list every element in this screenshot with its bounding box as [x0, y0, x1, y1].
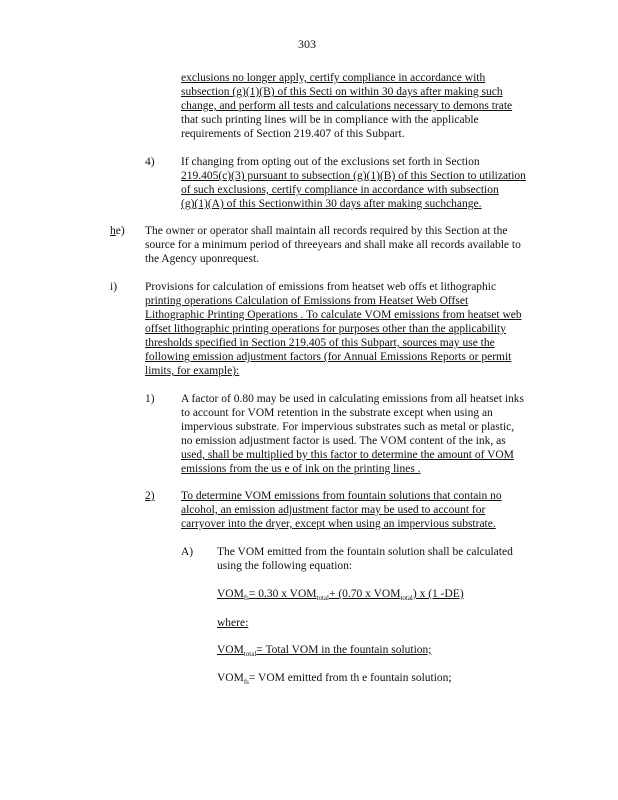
text-line: following emission adjustment factors (for Annual Emissions Reports or permit: [145, 351, 512, 363]
equation-subscript: total: [316, 594, 329, 602]
text-line: requirements of Section 219.407 of this Subpart.: [181, 128, 405, 140]
text-line: thresholds specified in Section 219.405 of this Subpart, sources may use the: [145, 337, 495, 349]
text-line: limits, for example):: [145, 365, 240, 377]
equation-part: ) x (1 -DE): [412, 588, 464, 600]
definition-subscript: total: [243, 650, 257, 658]
definition-fs: [217, 672, 452, 686]
text-line: that such printing lines will be in compliance with the applicable: [181, 114, 479, 126]
definition-term: VOM: [217, 672, 244, 684]
equation-subscript: fs: [243, 594, 249, 602]
equation-part: VOM: [217, 588, 244, 600]
equation: [217, 588, 464, 602]
text-line: impervious substrate. For impervious substrates such as metal or plastic,: [181, 421, 515, 433]
page-number: 303: [298, 37, 316, 51]
text-line: used, shall be multiplied by this factor to determine the amount of VOM: [181, 449, 514, 461]
text-line: If changing from opting out of the exclusions set forth in Section: [181, 156, 480, 168]
item-marker: 4): [145, 156, 155, 168]
definition-text: = Total VOM in the fountain solution;: [256, 644, 432, 656]
text-line: printing operations Calculation of Emissions from Heatset Web Offset: [145, 295, 469, 307]
text-line: carryover into the dryer, except when using an impervious substrate.: [181, 518, 496, 530]
text-line: To determine VOM emissions from fountain solutions that contain no: [181, 490, 502, 502]
text-line: The VOM emitted from the fountain solution shall be calculated: [217, 546, 513, 558]
text-line: source for a minimum period of threeyears and shall make all records available to: [145, 239, 521, 251]
text-line: subsection (g)(1)(B) of this Secti on within 30 days after making such: [181, 86, 503, 98]
text-line: A factor of 0.80 may be used in calculating emissions from all heatset inks: [181, 393, 525, 405]
text-line: to account for VOM retention in the substrate except when using an: [181, 407, 493, 419]
text-line: no emission adjustment factor is used. The VOM content of the ink, as: [181, 435, 506, 447]
item-marker: 1): [145, 393, 155, 405]
definition-total: [217, 644, 432, 658]
text-line: using the following equation:: [217, 560, 353, 572]
text-line: emissions from the us e of ink on the printing lines .: [181, 463, 421, 475]
text-line: 219.405(c)(3) pursuant to subsection (g)(1)(B) of this Section to utilization: [181, 170, 526, 182]
equation-part: + (0.70 x VOM: [328, 588, 401, 600]
definition-subscript: fs: [243, 678, 249, 686]
text-line: change, and perform all tests and calculations necessary to demons trate: [181, 100, 513, 112]
equation-part: = 0.30 x VOM: [248, 588, 317, 600]
item-marker-letter: h: [110, 225, 116, 237]
item-marker: i): [110, 281, 118, 293]
item-marker: 2): [145, 490, 155, 502]
definition-term: VOM: [217, 644, 244, 656]
definition-text: = VOM emitted from th e fountain solution;: [248, 672, 452, 684]
text-line: offset lithographic printing operations for purposes other than the applicability: [145, 323, 506, 335]
text-line: Lithographic Printing Operations . To calculate VOM emissions from heatset web: [145, 309, 522, 321]
item-marker: A): [181, 546, 194, 558]
text-line: of such exclusions, certify compliance in accordance with subsection: [181, 184, 499, 196]
text-line: alcohol, an emission adjustment factor may be used to account for: [181, 504, 486, 516]
text-line: Provisions for calculation of emissions from heatset web offs et lithographic: [145, 281, 497, 293]
text-line: the Agency uponrequest.: [145, 253, 260, 265]
item-marker: [110, 225, 125, 239]
text-line: The owner or operator shall maintain all records required by this Section at the: [145, 225, 508, 237]
where-label: where:: [217, 617, 249, 629]
item-marker-suffix: e): [115, 225, 125, 237]
equation-subscript: total: [400, 594, 413, 602]
text-line: exclusions no longer apply, certify compliance in accordance with: [181, 72, 486, 84]
text-line: (g)(1)(A) of this Sectionwithin 30 days after making suchchange.: [181, 198, 482, 210]
